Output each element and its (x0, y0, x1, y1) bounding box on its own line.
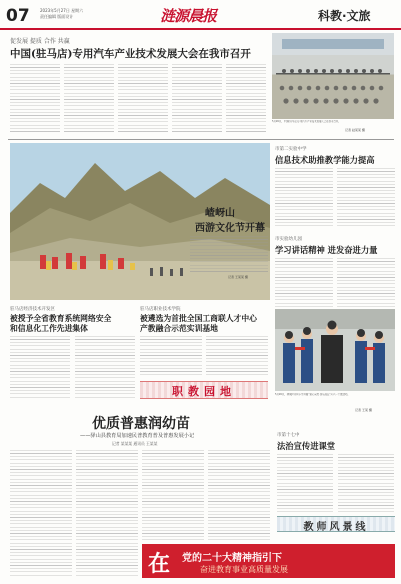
lead-body-col-4 (172, 64, 222, 134)
children-photo (275, 309, 395, 391)
bottom-banner-char: 在 (148, 551, 171, 577)
study-news-col-2 (337, 258, 395, 308)
lead-headline: 中国(驻马店)专用汽车产业技术发展大会在我市召开 (10, 48, 251, 60)
lead-photo (272, 33, 394, 119)
school-news-col-2 (337, 168, 395, 228)
mid-left-title-2: 和信息化工作先进集体 (10, 324, 88, 333)
school-news-kicker: 市第二实验中学 (275, 147, 307, 152)
school-news-col-1 (275, 168, 333, 228)
editor-line: 责任编辑 版面设计 (40, 14, 74, 19)
story-byline: 记者 某某某 通讯员 王某某 (112, 441, 158, 446)
story-title: 优质普惠润幼苗 (92, 416, 190, 432)
divider (8, 139, 394, 140)
date-line: 2023年5月27日 星期六 (40, 8, 84, 13)
mid-right-kicker: 驻马店职业技术学院 (140, 307, 181, 312)
bottom-banner-line-1: 党的二十大精神指引下 (182, 553, 282, 564)
lead-photo-credit: 记者 赵某某 摄 (345, 128, 365, 132)
masthead (0, 0, 401, 30)
teacher-column-label: 教师风景线 (303, 522, 369, 533)
law-news-title: 法治宣传进课堂 (277, 441, 336, 451)
mid-left-title-1: 被授予全省教育系统网络安全 (10, 314, 112, 323)
mid-left-kicker: 驻马店经济技术开发区 (10, 307, 55, 312)
feature-credit: 记者 王某某 摄 (228, 275, 248, 279)
mid-left-col-1 (10, 336, 70, 400)
lead-body-col-1 (10, 64, 60, 134)
lead-body-col-2 (64, 64, 114, 134)
story-col-3 (142, 450, 204, 540)
school-news-title: 信息技术助推教学能力提高 (275, 155, 375, 165)
page-number: 07 (6, 6, 30, 26)
mid-right-title-1: 被遴选为首批全国工商联人才中心 (140, 314, 257, 323)
law-news-col-2 (338, 454, 394, 512)
feature-title-1: 嵖岈山 (205, 208, 235, 219)
mid-right-col-1 (140, 336, 202, 376)
mid-left-col-2 (75, 336, 135, 400)
story-col-1 (10, 450, 72, 578)
story-subtitle: ——驿山县教育局加速民普教育普及普惠发展小记 (80, 433, 195, 439)
mid-right-col-2 (206, 336, 268, 376)
feature-title-2: 西游文化节开幕 (195, 223, 265, 234)
bottom-banner-line-2: 奋进教育事业高质量发展 (200, 565, 288, 574)
section-title: 科教·文旅 (318, 9, 371, 23)
masthead-rule (0, 28, 401, 30)
bottom-banner (142, 544, 395, 578)
children-activity-illustration (275, 309, 395, 391)
teacher-column-banner (277, 516, 395, 532)
mid-right-title-2: 产教融合示范实训基地 (140, 324, 218, 333)
children-photo-credit: 记者 王某 摄 (355, 408, 372, 412)
story-col-4 (208, 450, 270, 540)
law-news-kicker: 市第十七中 (277, 433, 300, 438)
feature-caption-lines (190, 236, 268, 272)
vocational-banner (140, 381, 268, 399)
lead-body-col-5 (226, 64, 266, 134)
study-news-col-1 (275, 258, 333, 308)
children-photo-caption: 5月26日，驿城区实验小学开展“童心向党 快乐成长”庆六一主题活动。 (275, 393, 350, 396)
study-news-kicker: 市实验幼儿园 (275, 237, 302, 242)
lead-body-col-3 (118, 64, 168, 134)
newspaper-logo: 涟源晨报 (160, 7, 217, 25)
study-news-title: 学习讲话精神 进发奋进力量 (275, 245, 378, 255)
law-news-col-1 (277, 454, 333, 512)
conference-hall-illustration (272, 33, 394, 119)
story-col-2 (76, 450, 138, 578)
lead-kicker: 促发展 提质 合作 共赢 (10, 38, 70, 45)
vocational-banner-label: 职教园地 (172, 385, 236, 398)
lead-photo-caption: 5月26日，中国(驻马店)专用汽车产业技术发展大会在我市召开。 (272, 120, 341, 123)
